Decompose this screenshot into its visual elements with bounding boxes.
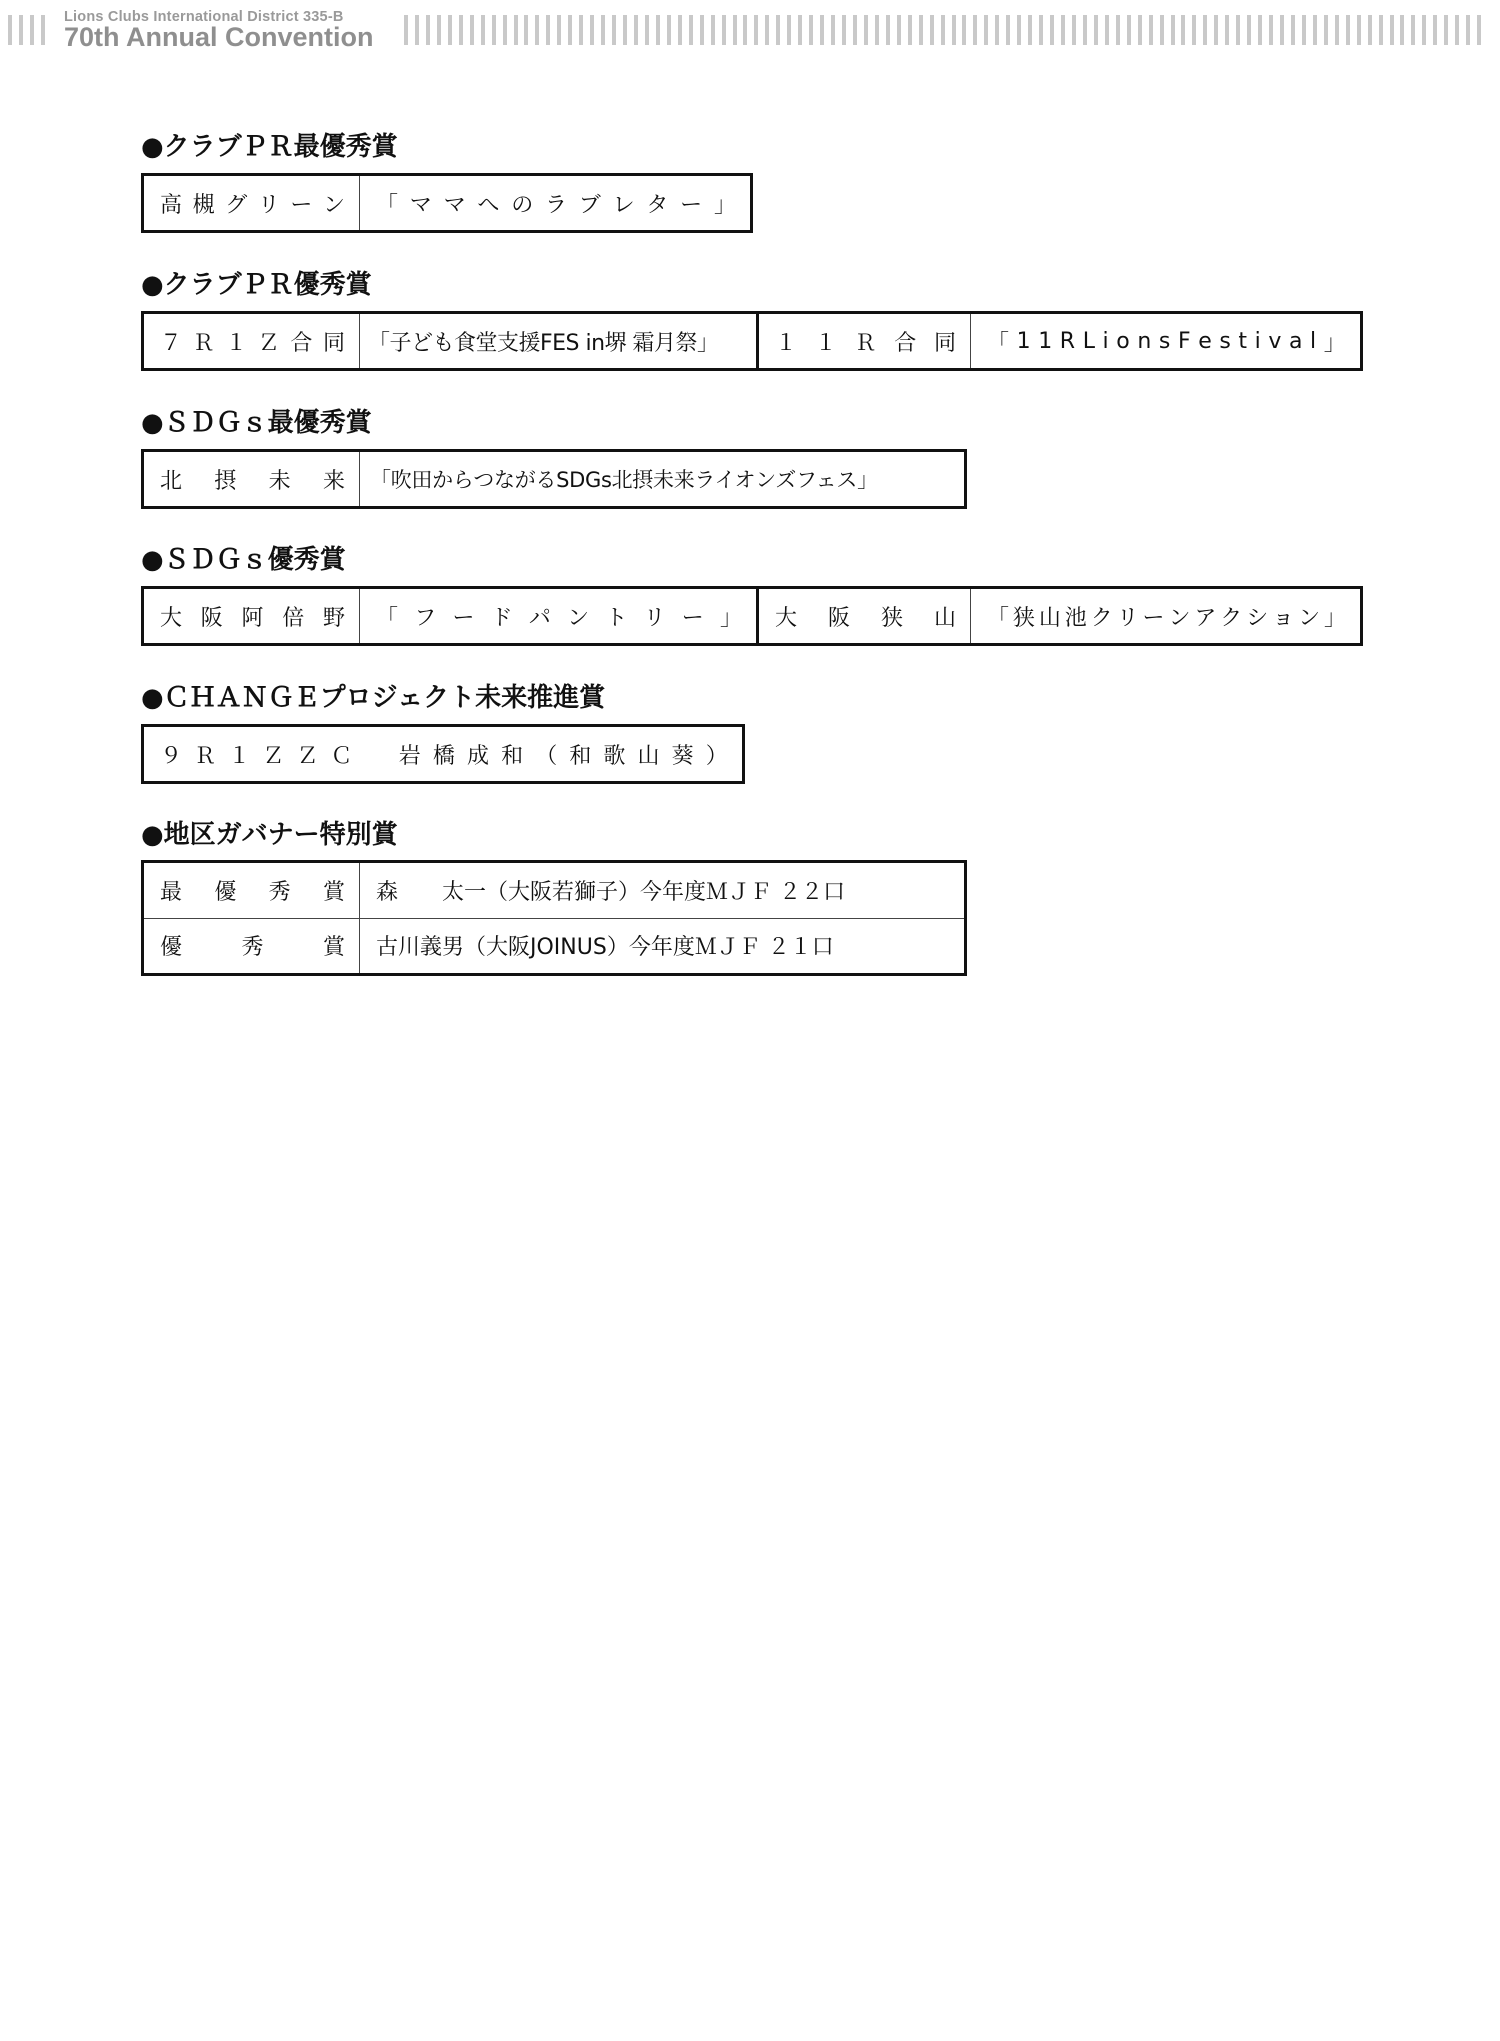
club-name-cell: １ １ Ｒ 合 同 <box>756 314 970 368</box>
award-table-governor-special <box>141 860 967 976</box>
club-name-cell: 大 阪 阿 倍 野 <box>160 605 345 631</box>
project-title-cell: 「 狭 山 池 ク リ ー ン ア ク シ ョ ン 」 <box>970 589 1360 643</box>
section-title-governor-special: ●地区ガバナー特別賞 <box>141 820 398 850</box>
section-title-club-pr-best: ●クラブＰＲ最優秀賞 <box>141 132 398 162</box>
recipient-cell: ９ Ｒ １ Ｚ Ｚ Ｃ 岩 橋 成 和 （ 和 歌 山 葵 ） <box>160 743 728 769</box>
award-table-club-pr-excellent <box>141 311 1363 371</box>
section-title-club-pr-excellent: ●クラブＰＲ優秀賞 <box>141 270 372 300</box>
section-title-sdgs-excellent: ●ＳＤＧｓ優秀賞 <box>141 545 346 575</box>
section-title-change-project: ●ＣＨＡＮＧＥプロジェクト未来推進賞 <box>141 683 606 713</box>
award-row <box>144 863 964 918</box>
award-row <box>144 452 964 506</box>
award-table-sdgs-excellent <box>141 586 1363 646</box>
project-title-cell: 「 1 1 R L i o n s F e s t i v a l 」 <box>970 314 1360 368</box>
recipient-cell: 古川義男（大阪JOINUS）今年度ＭＪＦ ２１口 <box>359 919 964 974</box>
section-title-sdgs-best: ●ＳＤＧｓ最優秀賞 <box>141 408 372 438</box>
award-table-sdgs-best <box>141 449 967 509</box>
award-row <box>144 918 964 974</box>
award-row <box>144 314 1360 368</box>
award-table-club-pr-best <box>141 173 753 233</box>
project-title-cell: 「 フ ー ド パ ン ト リ ー 」 <box>359 589 756 643</box>
club-name-cell: 北 摂 未 来 <box>160 468 345 494</box>
club-name-cell: ７ Ｒ １ Ｚ 合 同 <box>160 330 345 356</box>
award-level-cell: 最 優 秀 賞 <box>160 879 345 905</box>
header-band <box>8 9 1493 52</box>
award-row <box>144 727 742 781</box>
award-row <box>144 176 750 230</box>
recipient-cell: 森 太一（大阪若獅子）今年度ＭＪＦ ２２口 <box>359 863 964 918</box>
project-title-cell: 「 マ マ へ の ラ ブ レ タ ー 」 <box>359 176 750 230</box>
award-table-change-project <box>141 724 745 784</box>
award-level-cell: 優 秀 賞 <box>160 935 345 961</box>
club-name-cell: 大 阪 狭 山 <box>756 589 970 643</box>
header-title <box>64 10 404 51</box>
club-name-cell: 高 槻 グ リ ー ン <box>160 192 345 218</box>
project-title-cell: 「吹田からつながるSDGs北摂未来ライオンズフェス」 <box>359 452 964 506</box>
award-row <box>144 589 1360 643</box>
org-name: Lions Clubs International District 335-B <box>64 9 344 25</box>
convention-name: 70th Annual Convention <box>64 22 374 52</box>
project-title-cell: 「子ども食堂支援FES in堺 霜月祭」 <box>359 314 756 368</box>
